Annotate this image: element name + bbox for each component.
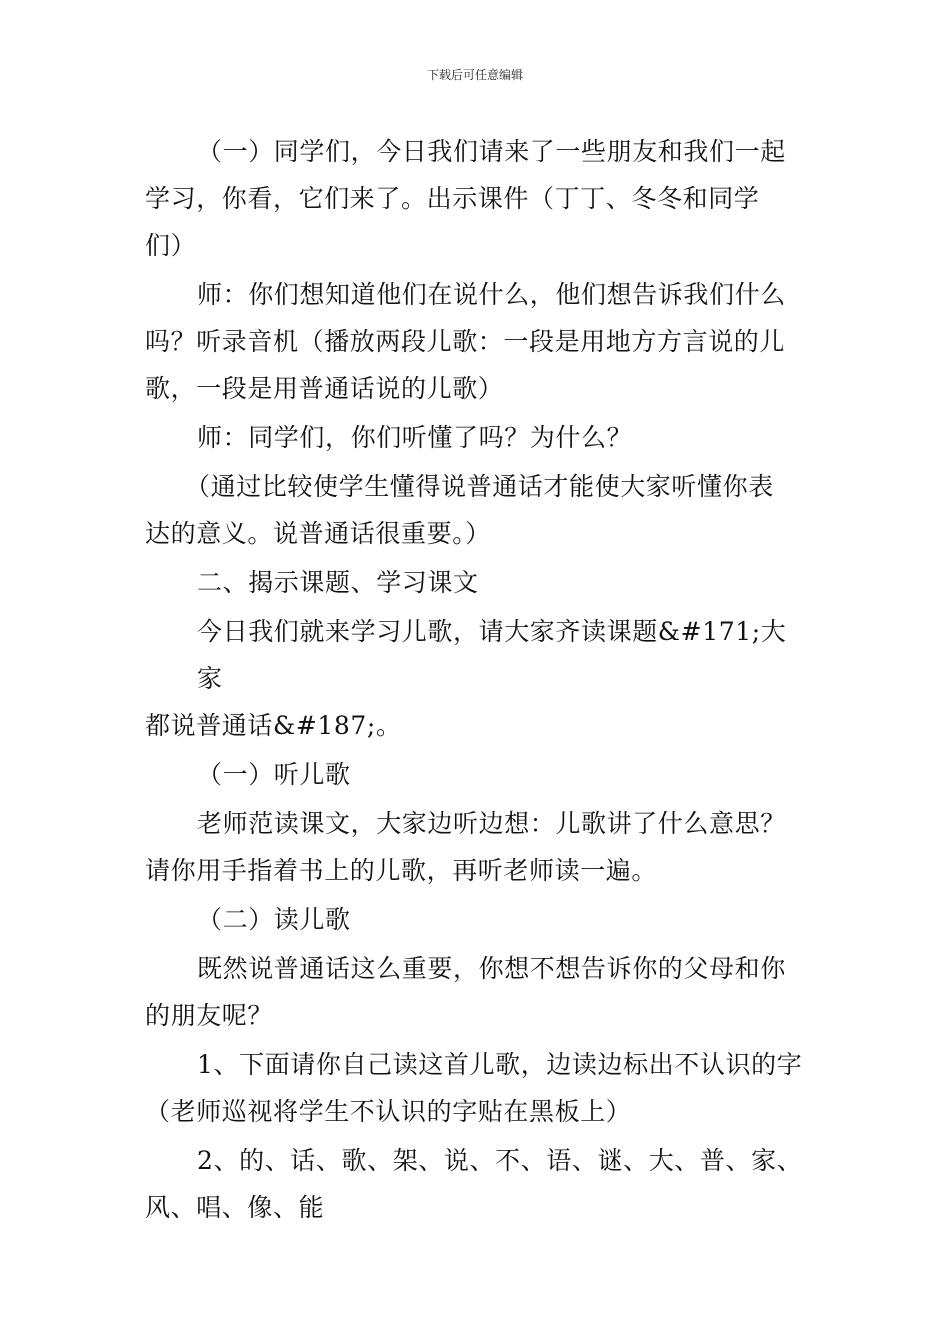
paragraph-line: 风、唱、像、能 (145, 1193, 325, 1222)
paragraph-line: 2、的、话、歌、架、说、不、语、谜、大、普、家、 (197, 1146, 803, 1175)
paragraph-line: 们） (145, 231, 197, 260)
paragraph-line: 吗？听录音机（播放两段儿歌：一段是用地方方言说的儿 (145, 327, 786, 356)
paragraph (145, 800, 810, 894)
paragraph-line: 师：同学们，你们听懂了吗？为什么？ (197, 423, 633, 452)
paragraph-line: 的朋友呢？ (145, 1001, 274, 1030)
paragraph-line: （老师巡视将学生不认识的字贴在黑板上） (145, 1097, 632, 1126)
paragraph (145, 608, 810, 749)
paragraph-line: 达的意义。说普通话很重要。） (145, 519, 491, 548)
paragraph (145, 128, 810, 175)
paragraph-line: 歌，一段是用普通话说的儿歌） (145, 374, 504, 403)
paragraph-line: （二）读儿歌 (197, 905, 351, 934)
paragraph (145, 751, 810, 798)
paragraph-line: （通过比较使学生懂得说普通话才能使大家听懂你表 (185, 472, 774, 501)
paragraph-line: 今日我们就来学习儿歌，请大家齐读课题&#171;大家 (197, 617, 787, 693)
paragraph (145, 1137, 810, 1231)
paragraph-line: 既然说普通话这么重要，你想不想告诉你的父母和你 (197, 954, 786, 983)
paragraph (145, 559, 810, 606)
paragraph-line: 都说普通话&#187;。 (145, 711, 402, 740)
paragraph-line: 1、下面请你自己读这首儿歌，边读边标出不认识的字 (197, 1050, 803, 1079)
paragraph-line: （一）同学们，今日我们请来了一些朋友和我们一起 (197, 137, 786, 166)
paragraph-line: 老师范读课文，大家边听边想：儿歌讲了什么意思？ (197, 809, 786, 838)
paragraph (145, 945, 810, 1039)
paragraph (145, 1041, 810, 1135)
paragraph (145, 271, 810, 412)
paragraph (145, 896, 810, 943)
paragraph-continuation (145, 175, 810, 269)
paragraph-line: 学习，你看，它们来了。出示课件（丁丁、冬冬和同学 (145, 184, 760, 213)
paragraph (145, 463, 810, 557)
paragraph-line: 请你用手指着书上的儿歌，再听老师读一遍。 (145, 856, 658, 885)
paragraph-line: 师：你们想知道他们在说什么，他们想告诉我们什么 (197, 280, 786, 309)
paragraph-line: （一）听儿歌 (197, 760, 351, 789)
paragraph-line: 二、揭示课题、学习课文 (197, 568, 479, 597)
document-body (145, 128, 810, 1233)
paragraph (145, 414, 810, 461)
header-note: 下载后可任意编辑 (426, 68, 523, 82)
